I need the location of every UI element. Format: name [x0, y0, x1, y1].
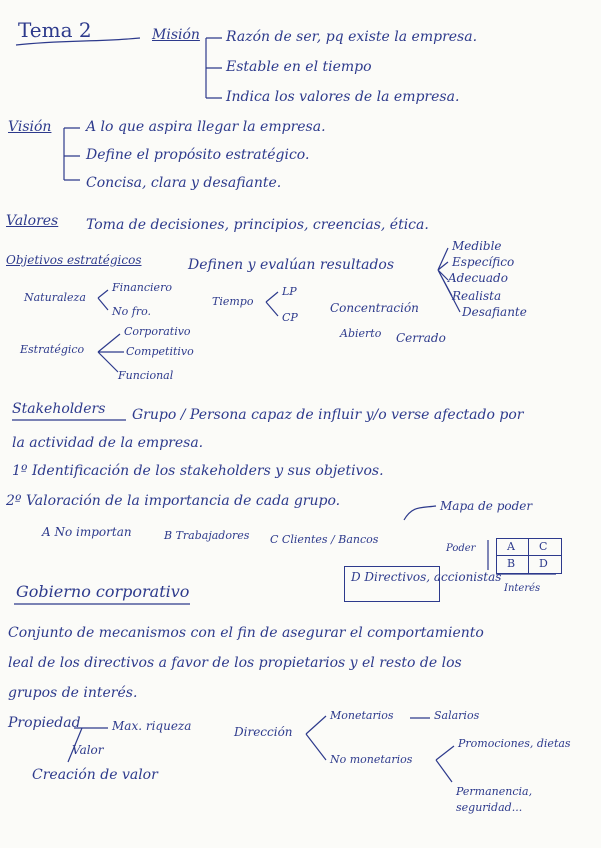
vision-item: Concisa, clara y desafiante.	[86, 175, 282, 191]
gobierno-line: grupos de interés.	[8, 685, 138, 701]
page-title: Tema 2	[18, 18, 92, 42]
smart-item: Desafiante	[462, 305, 527, 319]
smart-item: Específico	[452, 255, 515, 269]
creacion-valor: Creación de valor	[32, 767, 158, 783]
valor: Valor	[72, 743, 104, 757]
naturaleza-label: Naturaleza	[24, 291, 86, 304]
smart-item: Adecuado	[448, 271, 508, 285]
max-riqueza: Max. riqueza	[112, 719, 192, 733]
vision-item: Define el propósito estratégico.	[86, 147, 310, 163]
matrix-divider	[497, 555, 561, 556]
matrix-cell: A	[507, 540, 515, 553]
promociones: Promociones, dietas	[458, 737, 571, 750]
naturaleza-item: Financiero	[112, 281, 172, 294]
directivos-text: D Directivos, accionistas	[351, 570, 502, 584]
direccion-brace	[306, 716, 326, 760]
mision-item: Indica los valores de la empresa.	[226, 89, 460, 105]
naturaleza-item: No fro.	[112, 305, 151, 318]
monetarios: Monetarios	[330, 709, 394, 722]
estrategico-item: Funcional	[118, 369, 174, 382]
salarios: Salarios	[434, 709, 480, 722]
group-item: A No importan	[42, 525, 132, 539]
direccion-label: Dirección	[234, 725, 293, 739]
concentracion-item: Abierto	[340, 327, 382, 340]
concentracion-label: Concentración	[330, 301, 419, 315]
estrategico-label: Estratégico	[20, 343, 85, 356]
mision-item: Razón de ser, pq existe la empresa.	[226, 29, 478, 45]
estrategico-item: Corporativo	[124, 325, 191, 338]
stakeholders-step: 1º Identificación de los stakeholders y sus objetivos.	[12, 463, 384, 479]
smart-item: Medible	[452, 239, 502, 253]
matrix-cell: C	[539, 540, 548, 553]
propiedad-label: Propiedad	[8, 715, 81, 731]
mapa-label: Mapa de poder	[440, 499, 533, 513]
stakeholders-step: 2º Valoración de la importancia de cada grupo.	[6, 493, 341, 509]
stakeholders-label: Stakeholders	[12, 401, 106, 417]
mision-item: Estable en el tiempo	[226, 59, 372, 75]
group-item: C Clientes / Bancos	[270, 533, 379, 546]
smart-item: Realista	[452, 289, 502, 303]
gobierno-label: Gobierno corporativo	[16, 582, 190, 601]
tiempo-item: LP	[282, 285, 297, 298]
directivos-box	[344, 566, 502, 602]
stakeholders-line: la actividad de la empresa.	[12, 435, 204, 451]
tiempo-brace	[266, 292, 278, 316]
poder-label: Poder	[446, 543, 476, 554]
group-item: B Trabajadores	[164, 529, 250, 542]
naturaleza-brace	[98, 290, 108, 310]
estrategico-item: Competitivo	[126, 345, 194, 358]
mision-label: Misión	[152, 27, 200, 43]
objetivos-text: Definen y evalúan resultados	[188, 257, 395, 273]
tiempo-label: Tiempo	[212, 295, 254, 308]
concentracion-item: Cerrado	[396, 331, 446, 345]
mapa-arrow	[404, 506, 436, 520]
matrix-cell: D	[539, 557, 548, 570]
vision-arrows	[64, 128, 80, 180]
tiempo-item: CP	[282, 311, 298, 324]
matrix-divider	[528, 539, 529, 573]
no-monetarios-brace	[436, 746, 454, 782]
gobierno-line: leal de los directivos a favor de los propietarios y el resto de los	[8, 655, 462, 671]
interes-label: Interés	[504, 583, 541, 594]
permanencia: Permanencia,	[456, 785, 533, 798]
matrix-cell: B	[507, 557, 516, 570]
gobierno-line: Conjunto de mecanismos con el fin de asegurar el comportamiento	[8, 625, 484, 641]
vision-item: A lo que aspira llegar la empresa.	[86, 119, 326, 135]
estrategico-brace	[98, 334, 124, 372]
seguridad: seguridad...	[456, 801, 523, 814]
power-matrix	[496, 538, 562, 574]
mision-arrows	[206, 38, 222, 98]
valores-label: Valores	[6, 213, 59, 229]
no-monetarios: No monetarios	[330, 753, 413, 766]
stakeholders-line: Grupo / Persona capaz de influir y/o verse afectado por	[132, 407, 524, 423]
valores-text: Toma de decisiones, principios, creencias, ética.	[86, 217, 429, 233]
vision-label: Visión	[8, 119, 52, 135]
objetivos-label: Objetivos estratégicos	[6, 253, 142, 267]
